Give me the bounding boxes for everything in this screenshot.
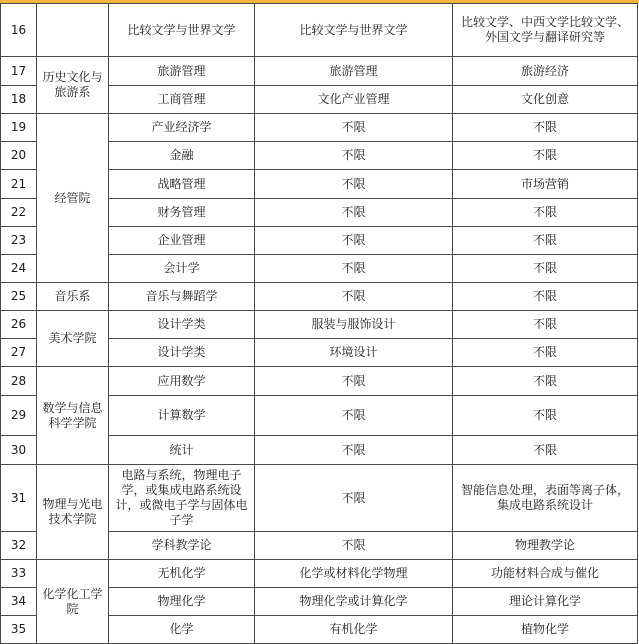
row-number: 26 (1, 311, 37, 339)
undergrad-cell: 比较文学与世界文学 (255, 4, 453, 57)
research-cell: 不限 (453, 311, 638, 339)
table-row (1, 465, 638, 532)
dept-cell: 物理与光电技术学院 (37, 465, 109, 560)
row-number: 17 (1, 57, 37, 86)
major-cell: 物理化学 (109, 588, 255, 616)
row-number: 33 (1, 560, 37, 588)
row-number: 16 (1, 4, 37, 57)
row-number: 19 (1, 114, 37, 142)
row-number: 29 (1, 396, 37, 436)
undergrad-cell: 不限 (255, 532, 453, 560)
undergrad-cell: 不限 (255, 255, 453, 283)
row-number: 23 (1, 227, 37, 255)
research-cell: 理论计算化学 (453, 588, 638, 616)
row-number: 24 (1, 255, 37, 283)
undergrad-cell: 文化产业管理 (255, 86, 453, 114)
research-cell: 不限 (453, 227, 638, 255)
table-row (1, 367, 638, 396)
research-cell: 功能材料合成与催化 (453, 560, 638, 588)
undergrad-cell: 化学或材料化学物理 (255, 560, 453, 588)
row-number: 30 (1, 436, 37, 465)
dept-cell: 音乐系 (37, 283, 109, 311)
undergrad-cell: 不限 (255, 367, 453, 396)
recruitment-table (0, 3, 638, 644)
major-cell: 企业管理 (109, 227, 255, 255)
research-cell: 物理教学论 (453, 532, 638, 560)
major-cell: 旅游管理 (109, 57, 255, 86)
undergrad-cell: 不限 (255, 396, 453, 436)
major-cell: 学科教学论 (109, 532, 255, 560)
undergrad-cell: 物理化学或计算化学 (255, 588, 453, 616)
research-cell: 不限 (453, 396, 638, 436)
research-cell: 植物化学 (453, 616, 638, 644)
research-cell: 不限 (453, 283, 638, 311)
major-cell: 应用数学 (109, 367, 255, 396)
table-row (1, 283, 638, 311)
table-row (1, 57, 638, 86)
research-cell: 不限 (453, 142, 638, 170)
research-cell: 不限 (453, 436, 638, 465)
major-cell: 金融 (109, 142, 255, 170)
row-number: 31 (1, 465, 37, 532)
major-cell: 统计 (109, 436, 255, 465)
row-number: 25 (1, 283, 37, 311)
major-cell: 比较文学与世界文学 (109, 4, 255, 57)
major-cell: 产业经济学 (109, 114, 255, 142)
research-cell: 市场营销 (453, 170, 638, 199)
row-number: 18 (1, 86, 37, 114)
major-cell: 设计学类 (109, 339, 255, 367)
research-cell: 不限 (453, 255, 638, 283)
dept-cell (37, 4, 109, 57)
research-cell: 比较文学、中西文学比较文学、外国文学与翻译研究等 (453, 4, 638, 57)
undergrad-cell: 不限 (255, 199, 453, 227)
undergrad-cell: 不限 (255, 436, 453, 465)
dept-cell: 化学化工学院 (37, 560, 109, 644)
major-cell: 财务管理 (109, 199, 255, 227)
major-cell: 计算数学 (109, 396, 255, 436)
table-row (1, 114, 638, 142)
table-row (1, 311, 638, 339)
dept-cell: 经管院 (37, 114, 109, 283)
dept-cell: 美术学院 (37, 311, 109, 367)
row-number: 22 (1, 199, 37, 227)
dept-cell: 数学与信息科学学院 (37, 367, 109, 465)
major-cell: 电路与系统，物理电子学，或集成电路系统设计，或微电子学与固体电子学 (109, 465, 255, 532)
research-cell: 智能信息处理，表面等离子体，集成电路系统设计 (453, 465, 638, 532)
undergrad-cell: 有机化学 (255, 616, 453, 644)
major-cell: 设计学类 (109, 311, 255, 339)
row-number: 35 (1, 616, 37, 644)
major-cell: 音乐与舞蹈学 (109, 283, 255, 311)
research-cell: 不限 (453, 199, 638, 227)
research-cell: 旅游经济 (453, 57, 638, 86)
undergrad-cell: 不限 (255, 170, 453, 199)
major-cell: 会计学 (109, 255, 255, 283)
dept-cell: 历史文化与旅游系 (37, 57, 109, 114)
research-cell: 不限 (453, 114, 638, 142)
research-cell: 不限 (453, 339, 638, 367)
table-row (1, 4, 638, 57)
row-number: 32 (1, 532, 37, 560)
row-number: 20 (1, 142, 37, 170)
row-number: 34 (1, 588, 37, 616)
row-number: 28 (1, 367, 37, 396)
undergrad-cell: 不限 (255, 114, 453, 142)
row-number: 27 (1, 339, 37, 367)
major-cell: 化学 (109, 616, 255, 644)
major-cell: 无机化学 (109, 560, 255, 588)
undergrad-cell: 旅游管理 (255, 57, 453, 86)
undergrad-cell: 服装与服饰设计 (255, 311, 453, 339)
undergrad-cell: 环境设计 (255, 339, 453, 367)
undergrad-cell: 不限 (255, 465, 453, 532)
row-number: 21 (1, 170, 37, 199)
research-cell: 文化创意 (453, 86, 638, 114)
research-cell: 不限 (453, 367, 638, 396)
major-cell: 工商管理 (109, 86, 255, 114)
table-row (1, 560, 638, 588)
undergrad-cell: 不限 (255, 227, 453, 255)
undergrad-cell: 不限 (255, 142, 453, 170)
major-cell: 战略管理 (109, 170, 255, 199)
undergrad-cell: 不限 (255, 283, 453, 311)
